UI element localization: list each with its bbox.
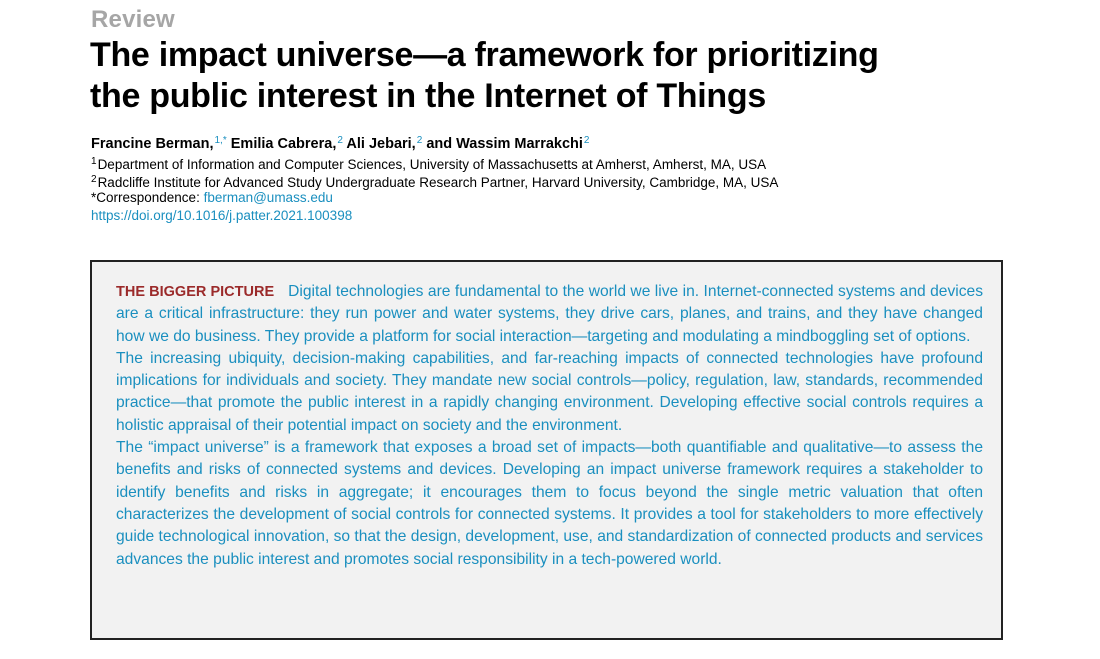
article-title (90, 35, 1050, 117)
author-name: and Wassim Marrakchi (426, 136, 583, 152)
author-affiliation-mark: 2 (337, 135, 343, 146)
bigger-picture-paragraph-3: The “impact universe” is a framework that exposes a broad set of impacts—both quantifiable and qualitative—to assess the benefits and risks of connected systems and devices. Developing an impact universe framework requires a stakeholder to identify benefits and risks in aggregate; it encourages them to focus beyond the single metric valuation that often characterizes the development of social controls for connected systems. It provides a tool for stakeholders to more effectively guide technological innovation, so that the design, development, use, and standardization of connected products and services advances the public interest and promotes social responsibility in a tech-powered world. (116, 439, 983, 568)
author-affiliation-mark: 2 (416, 135, 423, 146)
author-list (91, 135, 589, 152)
affiliation-text: Department of Information and Computer Sciences, University of Massachusetts at Amherst, Amherst, MA, USA (97, 157, 767, 172)
affiliation-mark: 1 (91, 156, 97, 167)
author-name: Emilia Cabrera, (230, 136, 337, 152)
author-name: Ali Jebari, (346, 136, 416, 152)
article-title-line-2: the public interest in the Internet of Things (90, 77, 766, 115)
correspondence (91, 189, 333, 207)
correspondence-email-link[interactable]: fberman@umass.edu (203, 190, 333, 205)
doi-link[interactable]: https://doi.org/10.1016/j.patter.2021.100398 (91, 208, 353, 223)
section-label: Review (91, 6, 175, 33)
affiliation-mark: 2 (91, 174, 97, 185)
correspondence-label: *Correspondence: (91, 190, 204, 205)
author-affiliation-mark: 1,* (214, 135, 227, 146)
bigger-picture-box (90, 260, 1003, 640)
bigger-picture-paragraph-2: The increasing ubiquity, decision-making capabilities, and far-reaching impacts of connected technologies have profound implications for individuals and society. They mandate new social controls—policy, regulation, law, standards, recommended practice—that promote the public interest in a rapidly changing environment. Developing effective social controls requires a holistic appraisal of their potential impact on society and the environment. (116, 349, 983, 434)
author-affiliation-mark: 2 (583, 135, 590, 146)
author-name: Francine Berman, (91, 136, 214, 152)
article-title-line-1: The impact universe—a framework for prioritizing (90, 36, 879, 74)
affiliation-text: Radcliffe Institute for Advanced Study Undergraduate Research Partner, Harvard University, Cambridge, MA, USA (97, 175, 779, 190)
bigger-picture-text-1: Digital technologies are fundamental to the world we live in. Internet-connected systems and devices are a critical infrastructure: they run power and water systems, they drive cars, planes, and trains, and they have changed how we do business. They provide a platform for social interaction—targeting and modulating a mindboggling set of options. (116, 283, 983, 345)
bigger-picture-label: THE BIGGER PICTURE (116, 284, 275, 300)
bigger-picture-paragraph-1 (116, 281, 983, 348)
